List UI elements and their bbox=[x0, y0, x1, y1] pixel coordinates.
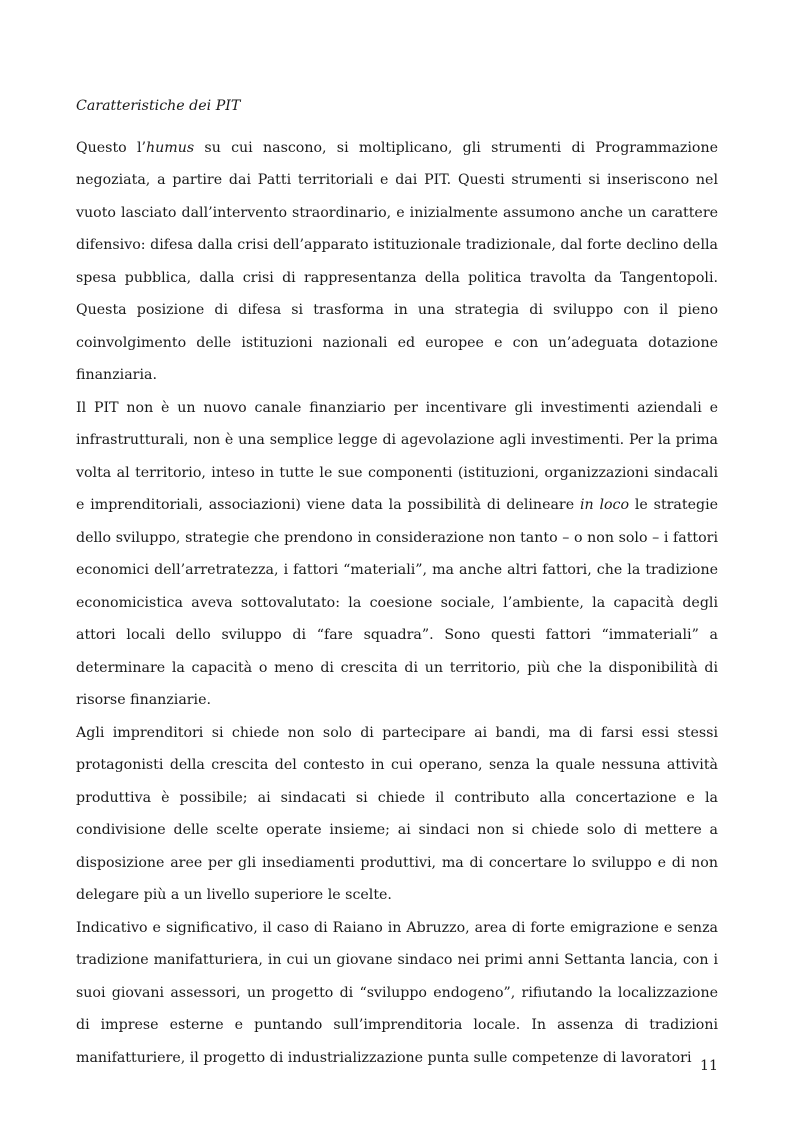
paragraph-2-emphasis: in loco bbox=[579, 497, 630, 513]
paragraph-1-text-a: Questo l’ bbox=[76, 139, 146, 156]
paragraph-4: Indicativo e significativo, il caso di Raiano in Abruzzo, area di forte emigrazione e senza tradizione manifatturiera, in cui un giovane sindaco nei primi anni Settanta lancia, con i suoi giovani assessori, un progetto di “sviluppo endogeno”, rifiutando la localizzazione di imprese esterne e puntando sull’imprenditoria locale. In assenza di tradizioni manifatturiere, il progetto di industrializzazione punta sulle competenze di lavoratori bbox=[76, 919, 718, 1066]
paragraph-2 bbox=[76, 392, 718, 717]
paragraph-3: Agli imprenditori si chiede non solo di partecipare ai bandi, ma di farsi essi stessi protagonisti della crescita del contesto in cui operano, senza la quale nessuna attività produttiva è possibile; ai sindacati si chiede il contributo alla concertazione e la condivisione delle scelte operate insieme; ai sindaci non si chiede solo di mettere a disposizione aree per gli insediamenti produttivi, ma di concertare lo sviluppo e di non delegare più a un livello superiore le scelte. bbox=[76, 724, 718, 903]
paragraph-2-text-b: le strategie dello sviluppo, strategie che prendono in considerazione non tanto – o non solo – i fattori economici dell’arretratezza, i fattori “materiali”, ma anche altri fattori, che la tradizione economicistica aveva sottovalutato: la coesione sociale, l’ambiente, la capacità degli attori locali dello sviluppo di “fare squadra”. Sono questi fattori “immateriali” a determinare la capacità o meno di crescita di un territorio, più che la disponibilità di risorse finanziarie. bbox=[76, 497, 718, 708]
page-number: 11 bbox=[699, 1058, 718, 1074]
paragraph-1-emphasis: humus bbox=[146, 139, 195, 156]
paragraph-1-text-b: su cui nascono, si moltiplicano, gli strumenti di Programmazione negoziata, a partire dai Patti territoriali e dai PIT. Questi strumenti si inseriscono nel vuoto lasciato dall’intervento straordinario, e inizialmente assumono anche un carattere difensivo: difesa dalla crisi dell’apparato istituzionale tradizionale, dal forte declino della spesa pubblica, dalla crisi di rappresentanza della politica travolta da Tangentopoli. Questa posizione di difesa si trasforma in una strategia di sviluppo con il pieno coinvolgimento delle istituzioni nazionali ed europee e con un’adeguata dotazione finanziaria. bbox=[76, 139, 718, 383]
paragraph-1 bbox=[76, 132, 718, 392]
paragraph-2-text-a: Il PIT non è un nuovo canale finanziario per incentivare gli investimenti aziendali e infrastrutturali, non è una semplice legge di agevolazione agli investimenti. Per la prima volta al territorio, inteso in tutte le sue componenti (istituzioni, organizzazioni sindacali e imprenditoriali, associazioni) viene data la possibilità di delineare bbox=[76, 399, 718, 513]
document-page bbox=[76, 90, 718, 1074]
section-title: Caratteristiche dei PIT bbox=[76, 98, 241, 114]
